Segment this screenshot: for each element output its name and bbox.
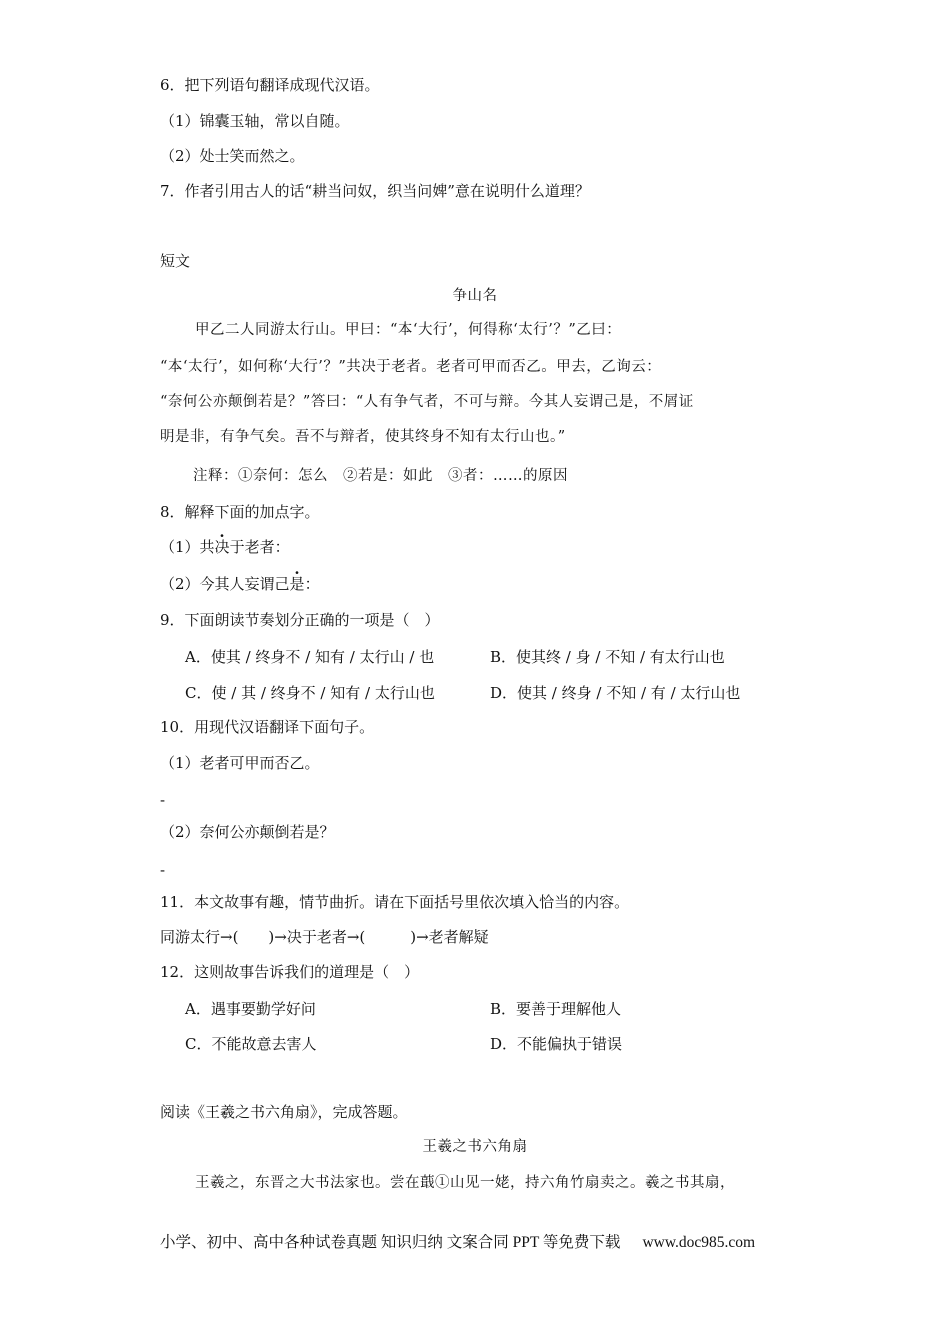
- text: （2）今其人妄谓己: [160, 575, 290, 593]
- text: （1）共: [160, 538, 215, 556]
- passage-1-line: 明是非，有争气矣。吾不与辩者，使其终身不知有太行山也。”: [160, 429, 566, 445]
- passage-1-line: “本‘太行’，如何称‘大行’？”共决于老者。老者可甲而否乙。甲去，乙询云：: [160, 359, 662, 375]
- dotted-char: 决: [214, 538, 230, 556]
- option-a: A．遇事要勤学好问: [185, 1000, 316, 1018]
- question-11-flow: 同游太行→( )→决于老者→( )→老者解疑: [160, 928, 489, 946]
- question-8-item-1: [160, 537, 290, 557]
- option-d: D．不能偏执于错误: [490, 1035, 623, 1053]
- option-a: A．使其 / 终身不 / 知有 / 太行山 / 也: [185, 648, 435, 666]
- question-7: 7．作者引用古人的话“耕当问奴，织当问婢”意在说明什么道理？: [160, 182, 590, 200]
- question-8-item-2: [160, 574, 320, 594]
- question-11-title: 11．本文故事有趣，情节曲折。请在下面括号里依次填入恰当的内容。: [160, 893, 630, 911]
- footer: [160, 1230, 755, 1252]
- question-10-title: 10．用现代汉语翻译下面句子。: [160, 718, 375, 736]
- dotted-char: 是: [289, 575, 305, 593]
- passage-2-line: 王羲之，东晋之大书法家也。尝在蕺①山见一姥，持六角竹扇卖之。羲之书其扇，: [195, 1175, 735, 1191]
- question-12-title: 12．这则故事告诉我们的道理是（ ）: [160, 963, 420, 981]
- question-10-sentence-1: （1）老者可甲而否乙。: [160, 754, 320, 772]
- section-label: 短文: [160, 252, 191, 270]
- question-8-title: 8．解释下面的加点字。: [160, 503, 320, 521]
- passage-1-line: 甲乙二人同游太行山。甲曰：“本‘大行’，何得称‘太行’？”乙曰：: [195, 322, 622, 338]
- question-6-title: 6．把下列语句翻译成现代汉语。: [160, 76, 380, 94]
- question-6-sentence-2: （2）处士笑而然之。: [160, 147, 305, 165]
- reading-instruction: 阅读《王羲之书六角扇》，完成答题。: [160, 1103, 408, 1121]
- option-d: D．使其 / 终身 / 不知 / 有 / 太行山也: [490, 684, 741, 702]
- text: 于老者：: [229, 538, 290, 556]
- footer-text: 小学、初中、高中各种试卷真题 知识归纳 文案合同 PPT 等免费下载: [160, 1234, 621, 1251]
- answer-blank: -: [160, 791, 166, 809]
- footer-url[interactable]: www.doc985.com: [642, 1234, 756, 1251]
- passage-1-notes: 注释：①奈何：怎么 ②若是：如此 ③者：……的原因: [193, 468, 568, 484]
- question-9-title: 9．下面朗读节奏划分正确的一项是（ ）: [160, 611, 440, 629]
- option-b: B．使其终 / 身 / 不知 / 有太行山也: [490, 648, 725, 666]
- answer-blank: -: [160, 861, 166, 879]
- option-c: C．不能故意去害人: [185, 1035, 317, 1053]
- passage-1-title: 争山名: [452, 288, 498, 304]
- text: ：: [304, 575, 320, 593]
- question-10-sentence-2: （2）奈何公亦颠倒若是？: [160, 823, 335, 841]
- question-6-sentence-1: （1）锦囊玉轴，常以自随。: [160, 112, 350, 130]
- option-b: B．要善于理解他人: [490, 1000, 622, 1018]
- passage-1-line: “奈何公亦颠倒若是？”答曰：“人有争气者，不可与辩。今其人妄谓己是，不屑证: [160, 394, 694, 410]
- option-c: C．使 / 其 / 终身不 / 知有 / 太行山也: [185, 684, 435, 702]
- passage-2-title: 王羲之书六角扇: [422, 1139, 528, 1155]
